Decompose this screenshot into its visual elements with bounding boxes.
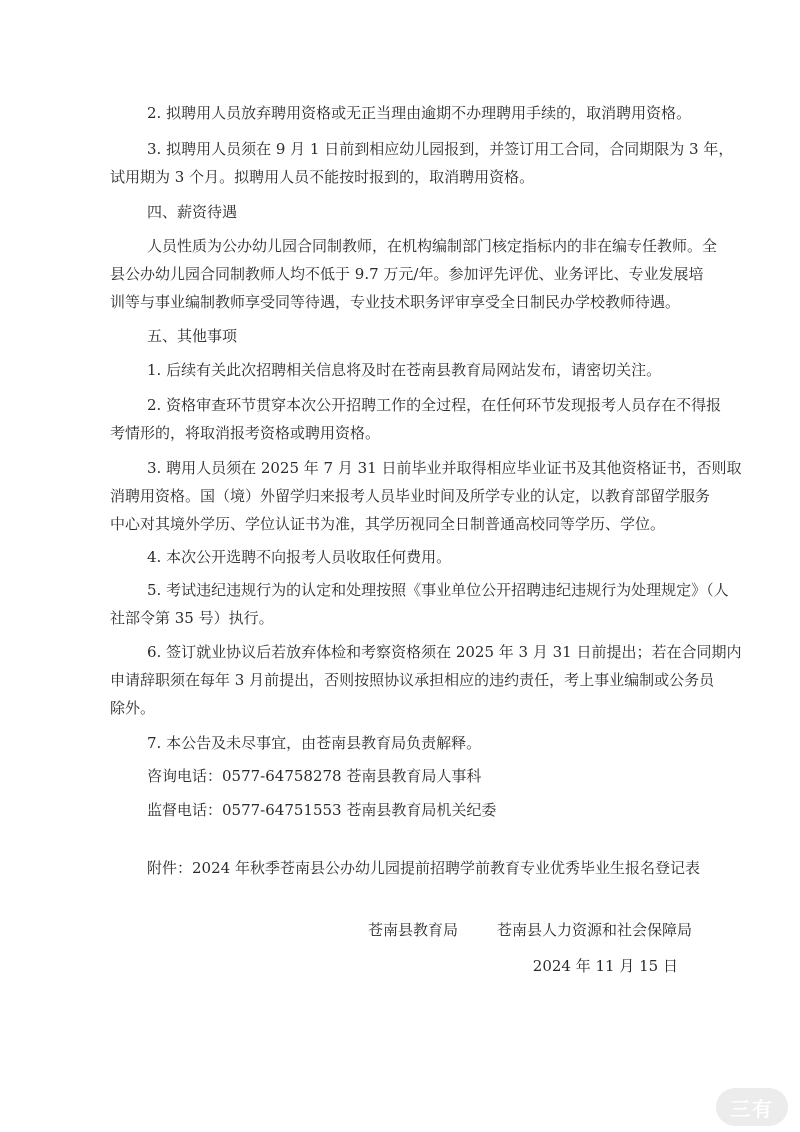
other-item-6-line3: 除外。: [110, 699, 156, 717]
other-item-6-line1: 6. 签订就业协议后若放弃体检和考察资格须在 2025 年 3 月 31 日前提出；若在合同期内: [147, 643, 742, 661]
salary-line1: 人员性质为公办幼儿园合同制教师，在机构编制部门核定指标内的非在编专任教师。全: [147, 237, 718, 255]
attachment-note: 附件：2024 年秋季苍南县公办幼儿园提前招聘学前教育专业优秀毕业生报名登记表: [147, 859, 700, 877]
salary-line3: 训等与事业编制教师享受同等待遇，专业技术职务评审享受全日制民办学校教师待遇。: [110, 293, 681, 311]
salary-line2: 县公办幼儿园合同制教师人均不低于 9.7 万元/年。参加评先评优、业务评比、专业发展培: [110, 265, 704, 283]
clause-5-3-line2: 试用期为 3 个月。拟聘用人员不能按时报到的，取消聘用资格。: [110, 168, 535, 186]
other-item-3-line1: 3. 聘用人员须在 2025 年 7 月 31 日前毕业并取得相应毕业证书及其他资格证书，否则取: [147, 459, 742, 477]
issue-date: 2024 年 11 月 15 日: [532, 957, 678, 975]
other-item-3-line2: 消聘用资格。国（境）外留学归来报考人员毕业时间及所学专业的认定，以教育部留学服务: [110, 487, 711, 505]
other-item-2-line1: 2. 资格审查环节贯穿本次公开招聘工作的全过程，在任何环节发现报考人员存在不得报: [147, 396, 722, 414]
clause-5-3-line1: 3. 拟聘用人员须在 9 月 1 日前到相应幼儿园报到，并签订用工合同，合同期限为 3 年，: [147, 140, 734, 158]
other-item-1: 1. 后续有关此次招聘相关信息将及时在苍南县教育局网站发布，请密切关注。: [147, 361, 662, 379]
issuer-hr-bureau: 苍南县人力资源和社会保障局: [497, 921, 693, 939]
section-heading-salary: 四、薪资待遇: [147, 203, 238, 221]
watermark-logo: 三有: [716, 1088, 788, 1126]
other-item-6-line2: 申请辞职须在每年 3 月前提出，否则按照协议承担相应的违约责任，考上事业编制或公务员: [110, 671, 715, 689]
other-item-5-line1: 5. 考试违纪违规行为的认定和处理按照《事业单位公开招聘违纪违规行为处理规定》（人: [147, 581, 729, 599]
clause-5-2: 2. 拟聘用人员放弃聘用资格或无正当理由逾期不办理聘用手续的，取消聘用资格。: [147, 104, 692, 122]
supervise-phone: 监督电话：0577-64751553 苍南县教育局机关纪委: [147, 801, 497, 819]
consult-phone: 咨询电话：0577-64758278 苍南县教育局人事科: [147, 767, 482, 785]
other-item-3-line3: 中心对其境外学历、学位认证书为准，其学历视同全日制普通高校同等学历、学位。: [110, 515, 666, 533]
section-heading-other: 五、其他事项: [147, 327, 238, 345]
other-item-4: 4. 本次公开选聘不向报考人员收取任何费用。: [147, 548, 452, 566]
other-item-5-line2: 社部令第 35 号）执行。: [110, 609, 274, 627]
other-item-7: 7. 本公告及未尽事宜，由苍南县教育局负责解释。: [147, 734, 482, 752]
other-item-2-line2: 考情形的，将取消报考资格或聘用资格。: [110, 424, 381, 442]
issuer-education-bureau: 苍南县教育局: [368, 921, 459, 939]
